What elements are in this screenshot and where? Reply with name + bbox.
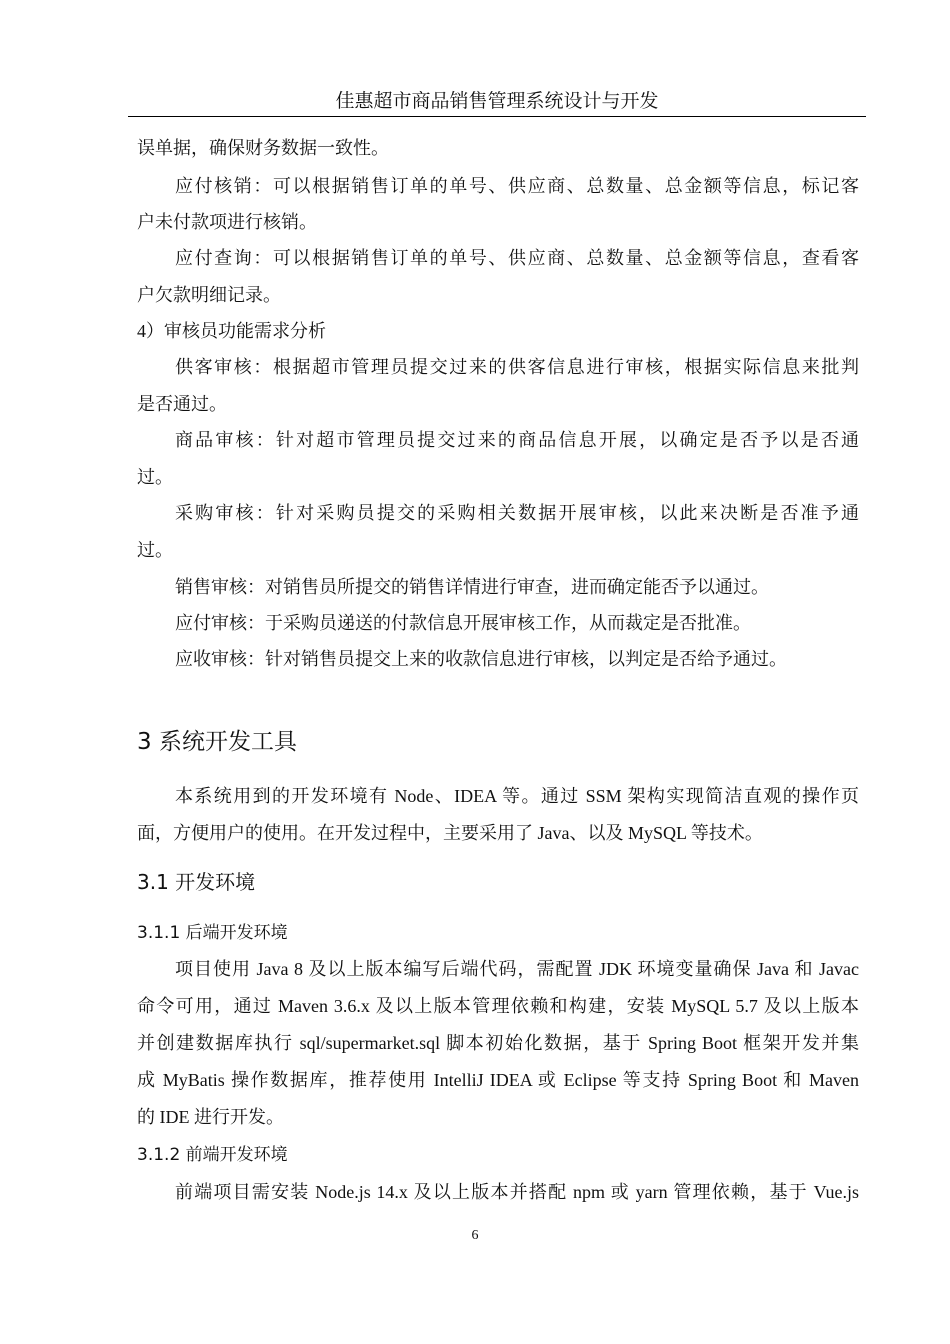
body-line: 应收审核：针对销售员提交上来的收款信息进行审核，以判定是否给予通过。 xyxy=(175,649,787,669)
subsection-heading: 3.1 开发环境 xyxy=(137,870,256,894)
body-line: 前端项目需安装 Node.js 14.x 及以上版本并搭配 npm 或 yarn 管理依赖，基于 Vue.js xyxy=(175,1182,859,1202)
body-line: 供客审核：根据超市管理员提交过来的供客信息进行审核，根据实际信息来批判 xyxy=(175,357,859,377)
header-rule xyxy=(128,116,866,117)
subsubsection-heading: 3.1.1 后端开发环境 xyxy=(137,923,288,943)
body-line: 的 IDE 进行开发。 xyxy=(137,1107,284,1127)
body-line: 误单据，确保财务数据一致性。 xyxy=(137,138,389,158)
body-line: 过。 xyxy=(137,540,173,560)
body-line: 应付审核：于采购员递送的付款信息开展审核工作，从而裁定是否批准。 xyxy=(175,613,751,633)
body-line: 并创建数据库执行 sql/supermarket.sql 脚本初始化数据，基于 Spring Boot 框架开发并集 xyxy=(137,1033,859,1053)
page-header-title: 佳惠超市商品销售管理系统设计与开发 xyxy=(335,91,659,112)
body-line: 命令可用，通过 Maven 3.6.x 及以上版本管理依赖和构建，安装 MySQL 5.7 及以上版本 xyxy=(137,996,859,1016)
body-line: 过。 xyxy=(137,467,173,487)
page-number: 6 xyxy=(471,1228,479,1243)
body-line: 是否通过。 xyxy=(137,394,227,414)
body-line: 应付核销：可以根据销售订单的单号、供应商、总数量、总金额等信息，标记客 xyxy=(175,176,859,196)
body-line: 项目使用 Java 8 及以上版本编写后端代码，需配置 JDK 环境变量确保 Java 和 Javac xyxy=(175,959,859,979)
body-line: 应付查询：可以根据销售订单的单号、供应商、总数量、总金额等信息，查看客 xyxy=(175,248,859,268)
subsection-label: 4）审核员功能需求分析 xyxy=(137,321,326,341)
body-line: 本系统用到的开发环境有 Node、IDEA 等。通过 SSM 架构实现简洁直观的操作页 xyxy=(175,786,859,806)
body-line: 户欠款明细记录。 xyxy=(137,285,281,305)
body-line: 面，方便用户的使用。在开发过程中，主要采用了 Java、以及 MySQL 等技术。 xyxy=(137,823,763,843)
body-line: 商品审核：针对超市管理员提交过来的商品信息开展，以确定是否予以是否通 xyxy=(175,430,859,450)
body-line: 销售审核：对销售员所提交的销售详情进行审查，进而确定能否予以通过。 xyxy=(175,577,769,597)
body-line: 成 MyBatis 操作数据库，推荐使用 IntelliJ IDEA 或 Eclipse 等支持 Spring Boot 和 Maven xyxy=(137,1070,859,1090)
subsubsection-heading: 3.1.2 前端开发环境 xyxy=(137,1145,288,1165)
body-line: 采购审核：针对采购员提交的采购相关数据开展审核，以此来决断是否准予通 xyxy=(175,503,859,523)
body-line: 户未付款项进行核销。 xyxy=(137,212,317,232)
section-heading: 3 系统开发工具 xyxy=(137,729,297,755)
